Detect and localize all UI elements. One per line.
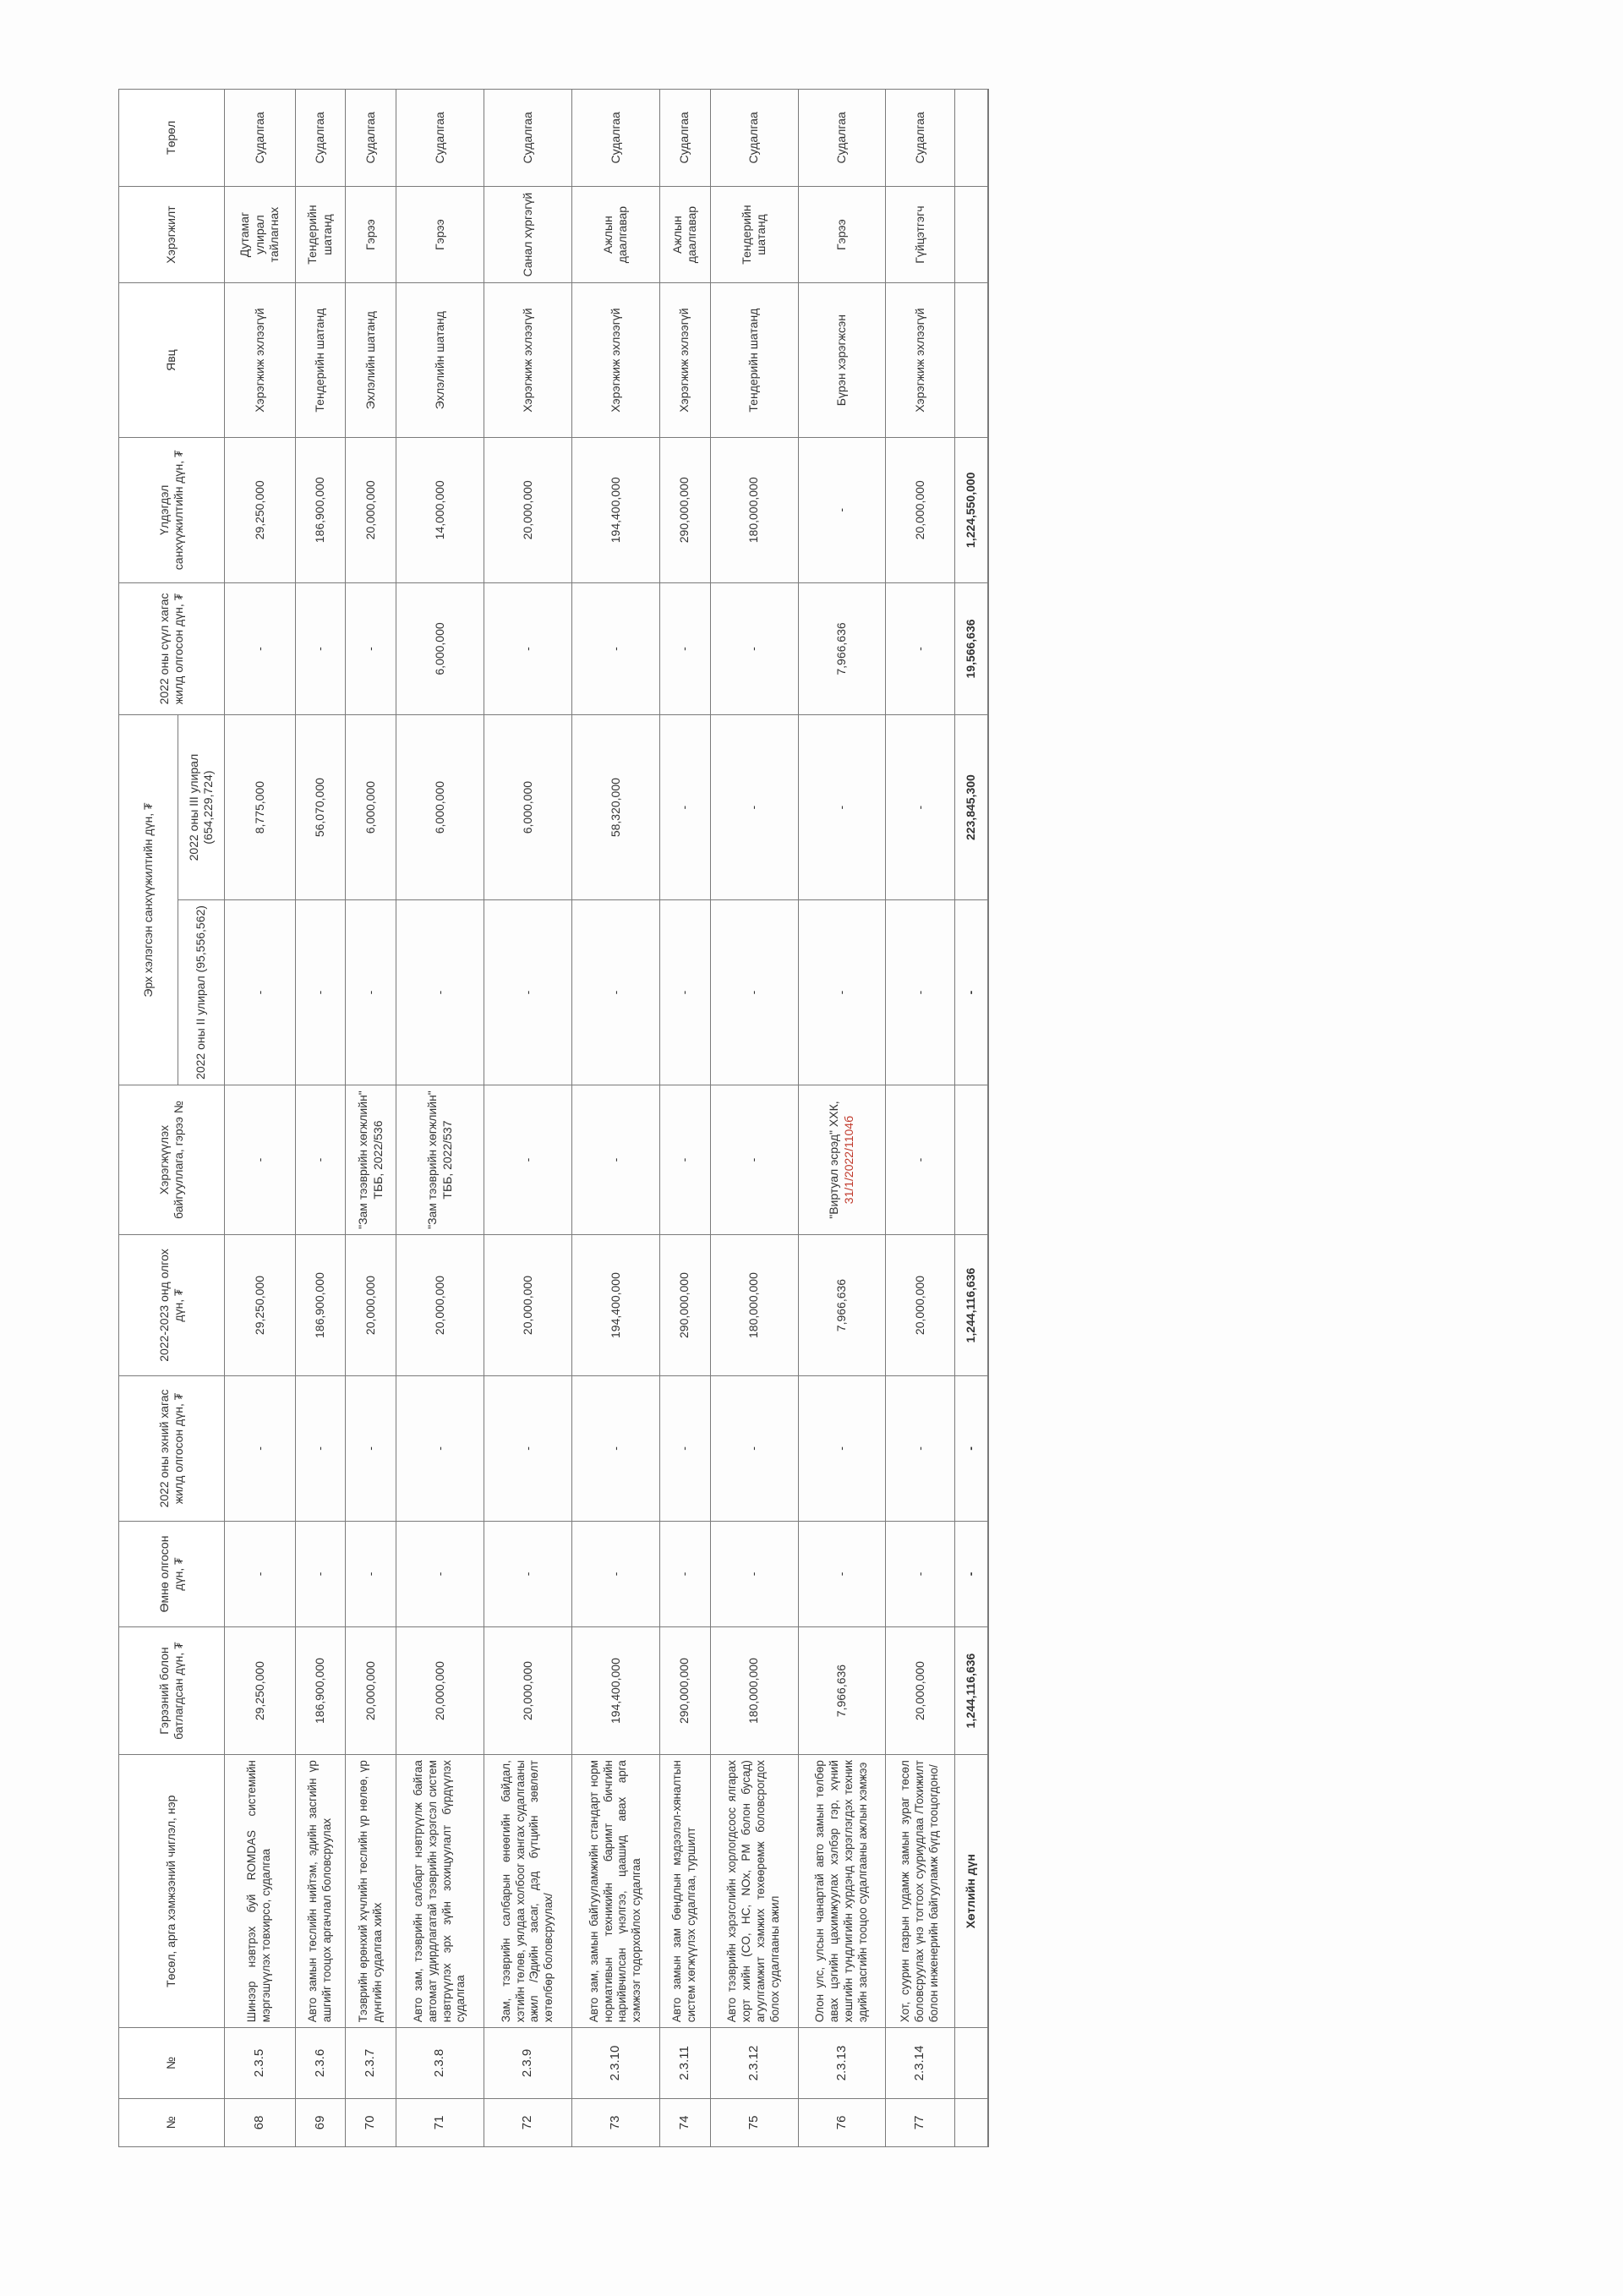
row-h2: - (659, 582, 710, 714)
row-q2: - (710, 900, 798, 1085)
header-remaining: Үлдэгдэл санхүүжилтийн дүн, ₮ (119, 437, 225, 582)
row-org: - (571, 1085, 659, 1234)
row-q2: - (225, 900, 296, 1085)
row-plan: 194,400,000 (571, 1235, 659, 1376)
row-h2: - (710, 582, 798, 714)
table-row (798, 90, 886, 2147)
row-status: Хэрэгжиж эхлээгүй (886, 283, 954, 437)
row-code: 2.3.10 (571, 2028, 659, 2098)
row-remaining: 180,000,000 (710, 437, 798, 582)
row-no: 69 (295, 2098, 346, 2146)
row-plan: 186,900,000 (295, 1235, 346, 1376)
row-org: - (295, 1085, 346, 1234)
row-q2: - (659, 900, 710, 1085)
row-title: Шинээр нэвтрэх буй ROMDAS системийн мэргэшүүлэх товхирсо, судалгаа (225, 1755, 296, 2028)
row-h2: - (346, 582, 396, 714)
row-org: - (886, 1085, 954, 1234)
row-no: 77 (886, 2098, 954, 2146)
header-paid-2022-first-half: 2022 оны эхний хагас жилд олгосон дүн, ₮ (119, 1375, 225, 1521)
row-code: 2.3.8 (396, 2028, 484, 2098)
row-title: Тээврийн өрөнхий хүчлийн төслийн үр нөлөө, үр дүнгийн судалгаа хийх (346, 1755, 396, 2028)
row-responsible: Тендерийн шатанд (710, 186, 798, 283)
total-blank-responsible (954, 186, 988, 283)
row-status: Хэрэгжиж эхлээгүй (484, 283, 572, 437)
table-row (659, 90, 710, 2147)
row-h1: - (484, 1375, 572, 1521)
header-contract-no: Хэрэгжүүлэх байгууллага, гэрээ № (119, 1085, 225, 1234)
table-row (396, 90, 484, 2147)
row-org (798, 1085, 886, 1234)
row-q3: - (886, 715, 954, 900)
row-prev: - (886, 1521, 954, 1626)
table-row (710, 90, 798, 2147)
row-responsible: Гэрээ (798, 186, 886, 283)
row-responsible: Дутамаг улирал тайлагнах (225, 186, 296, 283)
row-title: Авто зам, тээврийн салбарт нэвтрүүлж байгаа автомат удирдлагатай тээврийн хэрэгсэл систем нэвтрүүлэх эрх зүйн зохицуулалт бүрдүүлэх судалгаа (396, 1755, 484, 2028)
row-contract: 194,400,000 (571, 1627, 659, 1755)
row-responsible: Санал хүргэгүй (484, 186, 572, 283)
row-no: 73 (571, 2098, 659, 2146)
row-status: Хэрэгжиж эхлээгүй (225, 283, 296, 437)
header-status: Явц (119, 283, 225, 437)
total-row (954, 90, 988, 2147)
row-code: 2.3.12 (710, 2028, 798, 2098)
row-responsible: Ажлын даалгавар (659, 186, 710, 283)
total-contract: 1,244,116,636 (954, 1627, 988, 1755)
row-responsible: Ажлын даалгавар (571, 186, 659, 283)
row-q2: - (571, 900, 659, 1085)
row-contract: 29,250,000 (225, 1627, 296, 1755)
row-title: Зам, тээврийн салбарын өнөөгийн байдал, хэтийн төлөв, уялдаа холбоог хангах судалгааны ажил /Эдийн засаг, дэд бүтцийн зөвлөлт хөтөлбөр боловсруулах/ (484, 1755, 572, 2028)
row-status: Хэрэгжиж эхлээгүй (659, 283, 710, 437)
row-type: Судалгаа (346, 90, 396, 187)
row-q3: 6,000,000 (346, 715, 396, 900)
funding-table (118, 89, 989, 2147)
header-title: Төсөл, арга хэмжээний чиглэл, нэр (119, 1755, 225, 2028)
table-row (484, 90, 572, 2147)
row-type: Судалгаа (396, 90, 484, 187)
row-h2: 6,000,000 (396, 582, 484, 714)
header-amount-2022-2023: 2022-2023 онд олгох дүн, ₮ (119, 1235, 225, 1376)
row-prev: - (710, 1521, 798, 1626)
row-status: Эхлэлийн шатанд (346, 283, 396, 437)
row-h2: - (484, 582, 572, 714)
header-responsible: Хэрэгжилт (119, 186, 225, 283)
row-q3: - (659, 715, 710, 900)
row-plan: 20,000,000 (396, 1235, 484, 1376)
row-remaining: 20,000,000 (346, 437, 396, 582)
row-q2: - (798, 900, 886, 1085)
row-h2: - (225, 582, 296, 714)
row-status: Эхлэлийн шатанд (396, 283, 484, 437)
row-responsible: Гэрээ (396, 186, 484, 283)
header-q3: 2022 оны III улирал (654,229,724) (178, 715, 225, 900)
header-code: № (119, 2028, 225, 2098)
total-q2: - (954, 900, 988, 1085)
total-remaining: 1,224,550,000 (954, 437, 988, 582)
row-h1: - (396, 1375, 484, 1521)
row-prev: - (659, 1521, 710, 1626)
row-plan: 29,250,000 (225, 1235, 296, 1376)
total-q3: 223,845,300 (954, 715, 988, 900)
row-org: - (659, 1085, 710, 1234)
header-prev-paid: Өмнө олгосон дүн, ₮ (119, 1521, 225, 1626)
row-prev: - (295, 1521, 346, 1626)
row-q3: 6,000,000 (396, 715, 484, 900)
row-no: 75 (710, 2098, 798, 2146)
row-code: 2.3.5 (225, 2028, 296, 2098)
row-h2: - (571, 582, 659, 714)
row-q3: 8,775,000 (225, 715, 296, 900)
row-remaining: - (798, 437, 886, 582)
row-plan: 20,000,000 (886, 1235, 954, 1376)
row-title: Авто замын зам бөндлын мэдээлэл-хяналтын систем хөгжүүлэх судалгаа, туршилт (659, 1755, 710, 2028)
row-q2: - (886, 900, 954, 1085)
row-no: 70 (346, 2098, 396, 2146)
row-remaining: 29,250,000 (225, 437, 296, 582)
row-code: 2.3.6 (295, 2028, 346, 2098)
table-row (886, 90, 954, 2147)
row-title: Авто зам, замын байгууламжийн стандарт норм нормативын техникийн баримт бичгийн нарийвчилсан үнэлгээ, цаашид авах арга хэмжээг тодорхойлох судалгаа (571, 1755, 659, 2028)
row-type: Судалгаа (571, 90, 659, 187)
row-contract: 20,000,000 (484, 1627, 572, 1755)
row-title: Авто тээврийн хэрэгслийн хорлогдсоос ялгарах хорт хийн (CO, HC, NOx, PM болон бусад) агуулгамжит хэмжих төхөөрөмж боловсрогдох болох судалгааны ажил (710, 1755, 798, 2028)
total-prev: - (954, 1521, 988, 1626)
header-no: № (119, 2098, 225, 2146)
row-responsible: Гэрээ (346, 186, 396, 283)
row-prev: - (484, 1521, 572, 1626)
table-row (225, 90, 296, 2147)
row-no: 74 (659, 2098, 710, 2146)
row-type: Судалгаа (886, 90, 954, 187)
row-status: Тендерийн шатанд (710, 283, 798, 437)
row-org-name: "Виртуал эсрэд" ХХК, (827, 1101, 841, 1219)
row-prev: - (225, 1521, 296, 1626)
row-h1: - (886, 1375, 954, 1521)
row-org: - (484, 1085, 572, 1234)
row-q3: - (798, 715, 886, 900)
row-h1: - (295, 1375, 346, 1521)
row-h2: - (886, 582, 954, 714)
row-no: 72 (484, 2098, 572, 2146)
row-h1: - (571, 1375, 659, 1521)
row-org: - (710, 1085, 798, 1234)
row-plan: 180,000,000 (710, 1235, 798, 1376)
row-contract: 20,000,000 (346, 1627, 396, 1755)
total-label: Хөтлийн дүн (954, 1755, 988, 2028)
row-q2: - (396, 900, 484, 1085)
row-type: Судалгаа (225, 90, 296, 187)
row-remaining: 290,000,000 (659, 437, 710, 582)
row-remaining: 20,000,000 (484, 437, 572, 582)
row-q3: 58,320,000 (571, 715, 659, 900)
row-remaining: 20,000,000 (886, 437, 954, 582)
row-contract: 20,000,000 (396, 1627, 484, 1755)
row-remaining: 14,000,000 (396, 437, 484, 582)
row-type: Судалгаа (710, 90, 798, 187)
row-prev: - (396, 1521, 484, 1626)
row-h1: - (710, 1375, 798, 1521)
row-no: 68 (225, 2098, 296, 2146)
row-title: Хот, суурин газрын гудамж замын зураг төсөл боловсруулах үнэ тогтоох сууриудлаа /Тохижилт болон инженерийн байгууламж бүгд тооцогдоно/ (886, 1755, 954, 2028)
row-org: - (225, 1085, 296, 1234)
row-code: 2.3.11 (659, 2028, 710, 2098)
row-prev: - (346, 1521, 396, 1626)
row-status: Тендерийн шатанд (295, 283, 346, 437)
row-org-contract-number: 31/1/2022/1104б (841, 1115, 855, 1205)
total-h1: - (954, 1375, 988, 1521)
row-q3: 6,000,000 (484, 715, 572, 900)
rotated-table-container (118, 89, 989, 2147)
row-contract: 180,000,000 (710, 1627, 798, 1755)
total-blank-org (954, 1085, 988, 1234)
total-blank-type (954, 90, 988, 187)
row-h2: 7,966,636 (798, 582, 886, 714)
row-code: 2.3.13 (798, 2028, 886, 2098)
row-contract: 290,000,000 (659, 1627, 710, 1755)
row-plan: 7,966,636 (798, 1235, 886, 1376)
row-status: Хэрэгжиж эхлээгүй (571, 283, 659, 437)
row-h1: - (225, 1375, 296, 1521)
header-contract-amount: Гэрээний болон батлагдсан дүн, ₮ (119, 1627, 225, 1755)
header-paid-2022-second-half: 2022 оны сүүл хагас жилд олгосон дүн, ₮ (119, 582, 225, 714)
row-responsible: Гүйцэтгэгч (886, 186, 954, 283)
row-q2: - (484, 900, 572, 1085)
row-code: 2.3.9 (484, 2028, 572, 2098)
row-plan: 290,000,000 (659, 1235, 710, 1376)
row-prev: - (571, 1521, 659, 1626)
row-q2: - (295, 900, 346, 1085)
total-blank-code (954, 2028, 988, 2098)
total-h2: 19,566,636 (954, 582, 988, 714)
table-row (571, 90, 659, 2147)
row-code: 2.3.14 (886, 2028, 954, 2098)
row-remaining: 186,900,000 (295, 437, 346, 582)
row-h1: - (659, 1375, 710, 1521)
row-plan: 20,000,000 (346, 1235, 396, 1376)
row-status: Бүрэн хэрэгжсэн (798, 283, 886, 437)
row-h2: - (295, 582, 346, 714)
row-contract: 186,900,000 (295, 1627, 346, 1755)
header-q2: 2022 оны II улирал (95,556,562) (178, 900, 225, 1085)
row-responsible: Тендерийн шатанд (295, 186, 346, 283)
row-org: "Зам тээврийн хөгжлийн" ТББ, 2022/536 (346, 1085, 396, 1234)
header-group-authorized-funding: Эрх хэлэгсэн санхүүжилтийн дүн, ₮ (119, 715, 178, 1085)
row-contract: 20,000,000 (886, 1627, 954, 1755)
row-title: Олон улс, улсын чанартай авто замын төлбөр авах цэгийн цахимжуулах хэлбэр гэр, хүний хөшгийн тундлигийн хурдэнд хэрэглэгдэх техник эдийн засгийн тооцоо судалгааны ажлын хэмжээ (798, 1755, 886, 2028)
row-h1: - (798, 1375, 886, 1521)
table-row (346, 90, 396, 2147)
row-contract: 7,966,636 (798, 1627, 886, 1755)
row-org: "Зам тээврийн хөгжлийн" ТББ, 2022/537 (396, 1085, 484, 1234)
row-title: Авто замын төслийн нийтэм, эдийн засгийн үр ашгийг тооцох аргачлал боловсруулах (295, 1755, 346, 2028)
row-q3: - (710, 715, 798, 900)
row-type: Судалгаа (484, 90, 572, 187)
row-no: 76 (798, 2098, 886, 2146)
row-type: Судалгаа (798, 90, 886, 187)
row-type: Судалгаа (659, 90, 710, 187)
row-h1: - (346, 1375, 396, 1521)
row-remaining: 194,400,000 (571, 437, 659, 582)
table-row (295, 90, 346, 2147)
row-q2: - (346, 900, 396, 1085)
row-prev: - (798, 1521, 886, 1626)
total-blank-no (954, 2098, 988, 2146)
total-plan: 1,244,116,636 (954, 1235, 988, 1376)
row-no: 71 (396, 2098, 484, 2146)
row-q3: 56,070,000 (295, 715, 346, 900)
header-type: Төрөл (119, 90, 225, 187)
row-type: Судалгаа (295, 90, 346, 187)
total-blank-status (954, 283, 988, 437)
row-plan: 20,000,000 (484, 1235, 572, 1376)
row-code: 2.3.7 (346, 2028, 396, 2098)
